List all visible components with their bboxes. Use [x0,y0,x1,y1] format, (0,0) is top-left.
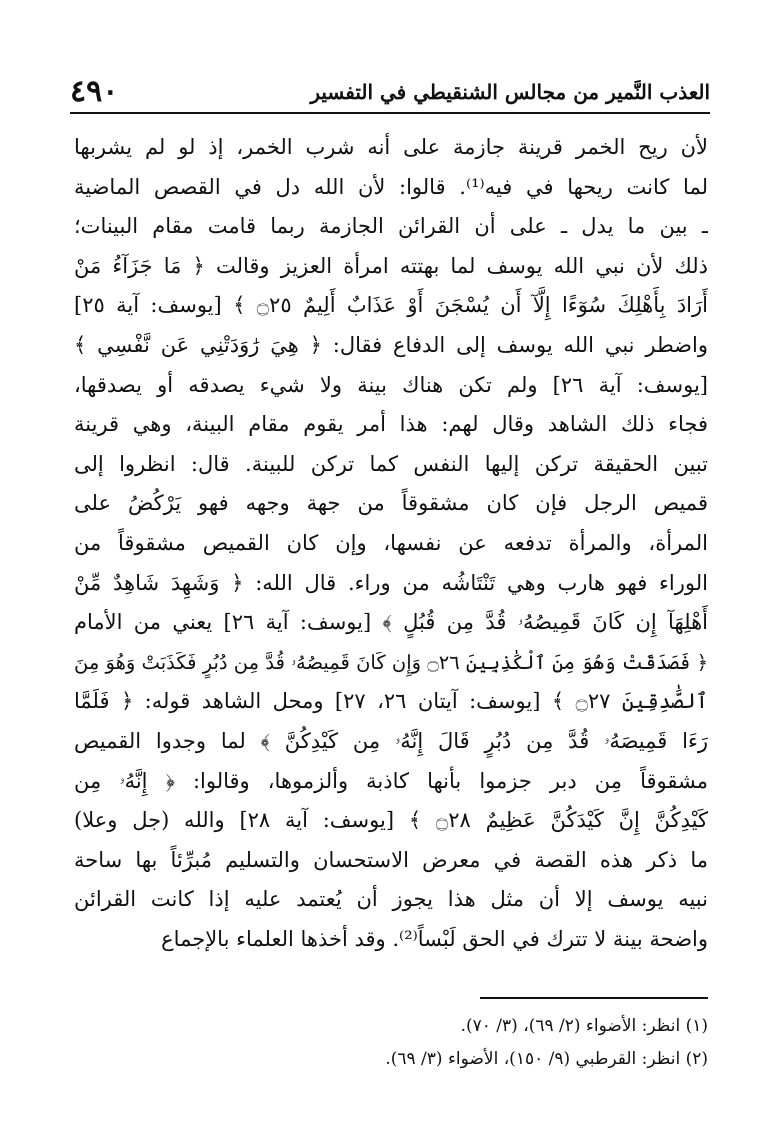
text-line: أَرَادَ بِأَهْلِكَ سُوٓءًا إِلَّآ أَن يُسْجَنَ أَوْ عَذَابٌ أَلِيمٌ ۝٢٥ ﴾ [يوسف: آية ٢٥] [74,293,708,318]
text-line: تبين الحقيقة تركن إليها النفس كما تركن للبينة. قال: انظروا إلى [74,451,708,476]
text-line: قميص الرجل فإن كان مشقوقاً من جهة وجهه فهو يَرْكُضُ على [74,491,708,516]
text-line: لما كانت ريحها في فيه⁽¹⁾. قالوا: لأن الله دل في القصص الماضية [74,174,708,199]
text-line: واضطر نبي الله يوسف إلى الدفاع فقال: ﴿ هِيَ رَٰوَدَتْنِي عَن نَّفْسِي ﴾ [74,332,708,357]
running-title: العذب النَّمير من مجالس الشنقيطي في التفسير [310,80,710,104]
text-line: ذلك لأن نبي الله يوسف لما بهتته امرأة العزيز وقالت ﴿ مَا جَزَآءُ مَنْ [74,253,708,278]
text-line: ﴿ فَصَدَقَتْ وَهُوَ مِنَ ٱلْكَٰذِبِينَ ۝٢٦ وَإِن كَانَ قَمِيصُهُۥ قُدَّ مِن دُبُرٍ فَكَذَبَتْ وَهُوَ مِنَ [74,650,708,674]
page-header [70,72,710,112]
header-rule [70,112,710,114]
page-number: ٤٩٠ [70,74,119,109]
footnote: (١) انظر: الأضواء (٢/ ٦٩)، (٣/ ٧٠). [460,1016,708,1036]
text-line: ٱلصَّٰدِقِينَ ۝٢٧ ﴾ [يوسف: آيتان ٢٦، ٢٧] ومحل الشاهد قوله: ﴿ فَلَمَّا [74,689,708,714]
text-line: رَءَا قَمِيصَهُۥ قُدَّ مِن دُبُرٍ قَالَ إِنَّهُۥ مِن كَيْدِكُنَّ ﴾ لما وجدوا القميص [74,728,708,753]
text-line: ـ بين ما يدل ـ على أن القرائن الجازمة ربما قامت مقام البينات؛ [74,214,708,239]
text-line: أَهْلِهَآ إِن كَانَ قَمِيصُهُۥ قُدَّ مِن قُبُلٍ ﴾ [يوسف: آية ٢٦] يعني من الأمام [74,610,708,635]
text-line: كَيْدِكُنَّ إِنَّ كَيْدَكُنَّ عَظِيمٌ ۝٢٨ ﴾ [يوسف: آية ٢٨] والله (جل وعلا) [74,808,708,833]
body-text [74,128,708,959]
footnote: (٢) انظر: القرطبي (٩/ ١٥٠)، الأضواء (٣/ ٦٩). [385,1049,708,1069]
text-line: المرأة، والمرأة تدفعه عن نفسها، وإن كان القميص مشقوقاً من [74,530,708,555]
text-line: واضحة بينة لا تترك في الحق لَبْساً⁽²⁾. وقد أخذها العلماء بالإجماع [161,926,708,951]
footnote-separator [480,997,708,999]
text-line: نبيه يوسف إلا أن مثل هذا يجوز أن يُعتمد عليه إذا كانت القرائن [74,887,708,912]
text-line: مشقوقاً مِن دبر جزموا بأنها كاذبة وألزموها، وقالوا: ﴿ إِنَّهُۥ مِن [74,768,708,793]
footnotes [74,1010,708,1076]
text-line: الوراء فهو هارب وهي تَنْتَاشُه من وراء. قال الله: ﴿ وَشَهِدَ شَاهِدٌ مِّنْ [74,570,708,595]
text-line: فجاء ذلك الشاهد وقال لهم: هذا أمر يقوم مقام البينة، وهي قرينة [74,412,708,437]
text-line: [يوسف: آية ٢٦] ولم تكن هناك بينة ولا شيء يصدقه أو يصدقها، [74,372,708,397]
text-line: لأن ريح الخمر قرينة جازمة على أنه شرب الخمر، إذ لو لم يشربها [74,135,708,159]
text-line: ما ذكر هذه القصة في معرض الاستحسان والتسليم مُبرِّئاً بها ساحة [74,847,708,872]
